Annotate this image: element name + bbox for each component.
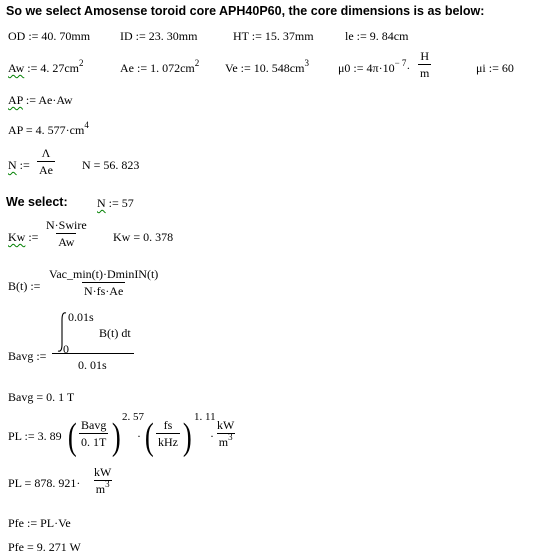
ve-definition bbox=[225, 58, 309, 75]
ve-exponent: 3 bbox=[304, 58, 309, 68]
mu0-exponent: − 7 bbox=[394, 58, 407, 68]
ae-exponent: 2 bbox=[194, 58, 200, 68]
bavg-denominator: 0. 01s bbox=[78, 358, 107, 372]
pl-result-unit-exponent: 3 bbox=[105, 479, 110, 489]
b-fraction bbox=[47, 268, 160, 297]
id-definition: ID := 23. 30mm bbox=[120, 29, 198, 43]
kw-definition bbox=[8, 231, 38, 243]
pl-result-unit-numerator: kW bbox=[94, 465, 112, 479]
pl-definition-lhs: PL := 3. 89 bbox=[8, 429, 62, 443]
n-numerator: Λ bbox=[41, 146, 51, 160]
pl-unit-exponent: 3 bbox=[228, 432, 233, 442]
b-denominator: N·fs·Ae bbox=[83, 284, 124, 298]
n-assign: := bbox=[16, 158, 30, 172]
aw-value: := 4. 27cm bbox=[24, 61, 79, 75]
integral-integrand: B(t) dt bbox=[99, 326, 131, 340]
pl-right-paren-1: ) bbox=[111, 416, 121, 458]
pfe-result: Pfe = 9. 271 W bbox=[8, 540, 81, 554]
we-select-label: We select: bbox=[6, 195, 68, 209]
aw-definition bbox=[8, 58, 84, 75]
pl-ratio-exponent: 2. 57 bbox=[122, 411, 144, 423]
ap-name: AP bbox=[8, 93, 23, 107]
kw-assign: := bbox=[25, 230, 39, 244]
mu0-unit-fraction bbox=[418, 50, 431, 79]
mu0-unit-numerator: H bbox=[420, 49, 429, 63]
bavg-definition-lhs: Bavg := bbox=[8, 349, 47, 363]
n-selected-name: N bbox=[97, 196, 106, 210]
pl-dot-1: · bbox=[137, 429, 141, 443]
pl-result-lhs: PL = 878. 921· bbox=[8, 476, 81, 490]
kw-fraction bbox=[44, 219, 89, 248]
pl-result-unit-denominator: $m^3$ bbox=[95, 479, 110, 496]
pl-frequency-numerator: fs bbox=[163, 418, 173, 432]
b-numerator: Vac_min(t)·DminIN(t) bbox=[49, 267, 159, 281]
pl-result-unit-fraction bbox=[92, 466, 113, 495]
pl-left-paren-2: ( bbox=[144, 416, 154, 458]
kw-name: Kw bbox=[8, 230, 26, 244]
kw-numerator: N·Swire bbox=[46, 218, 87, 232]
aw-name: Aw bbox=[8, 61, 25, 75]
pl-unit-denominator: $m^3$ bbox=[218, 432, 233, 449]
n-name: N bbox=[8, 158, 17, 172]
pl-left-paren-1: ( bbox=[67, 416, 77, 458]
n-denominator: Ae bbox=[39, 163, 53, 177]
kw-result: Kw = 0. 378 bbox=[113, 230, 174, 244]
pl-ratio-denominator: 0. 1T bbox=[81, 435, 107, 449]
mui-definition: μi := 60 bbox=[476, 61, 514, 75]
mu0-definition: μ0 := $4\pi\cdot 10^{- 7}\cdot$ bbox=[338, 58, 411, 75]
pl-unit-fraction bbox=[215, 419, 236, 448]
integral-upper-limit: 0.01s bbox=[68, 310, 94, 324]
pl-frequency-fraction bbox=[156, 419, 180, 448]
integral-lower-limit: 0 bbox=[63, 342, 69, 356]
section-heading: So we select Amosense toroid core APH40P60, the core dimensions is as below: bbox=[6, 4, 485, 18]
mu0-unit-denominator: m bbox=[420, 66, 430, 80]
b-definition-lhs: B(t) := bbox=[8, 279, 41, 293]
pl-ratio-numerator: Bavg bbox=[81, 418, 107, 432]
ve-value: Ve := 10. 548cm bbox=[225, 61, 305, 75]
n-result: N = 56. 823 bbox=[82, 158, 140, 172]
n-definition bbox=[8, 159, 30, 171]
ap-result-exponent: 4 bbox=[84, 120, 89, 130]
bavg-result: Bavg = 0. 1 T bbox=[8, 390, 75, 404]
n-selected-value: := 57 bbox=[105, 196, 134, 210]
pl-dot-2: · bbox=[210, 429, 214, 443]
n-fraction bbox=[37, 147, 55, 176]
ap-expression: := Ae·Aw bbox=[22, 93, 73, 107]
pl-unit-numerator: kW bbox=[217, 418, 235, 432]
ae-definition bbox=[120, 58, 200, 75]
pl-ratio-fraction bbox=[79, 419, 108, 448]
pl-frequency-exponent: 1. 11 bbox=[194, 411, 216, 423]
pfe-definition: Pfe := PL·Ve bbox=[8, 516, 71, 530]
ap-result-value: AP = 4. 577·cm bbox=[8, 123, 85, 137]
ae-value: Ae := 1. 072cm bbox=[120, 61, 195, 75]
od-definition: OD := 40. 70mm bbox=[8, 29, 91, 43]
pl-frequency-denominator: kHz bbox=[158, 435, 178, 449]
n-selected-definition bbox=[97, 197, 134, 209]
aw-exponent: 2 bbox=[79, 58, 84, 68]
le-definition: le := 9. 84cm bbox=[345, 29, 409, 43]
ap-result bbox=[8, 120, 89, 137]
mu0-value: μ0 := 4π·10 bbox=[338, 61, 395, 75]
pl-right-paren-2: ) bbox=[182, 416, 192, 458]
ap-definition bbox=[8, 94, 73, 106]
bavg-fraction-bar bbox=[52, 353, 134, 354]
ht-definition: HT := 15. 37mm bbox=[233, 29, 314, 43]
kw-denominator: Aw bbox=[58, 235, 75, 249]
